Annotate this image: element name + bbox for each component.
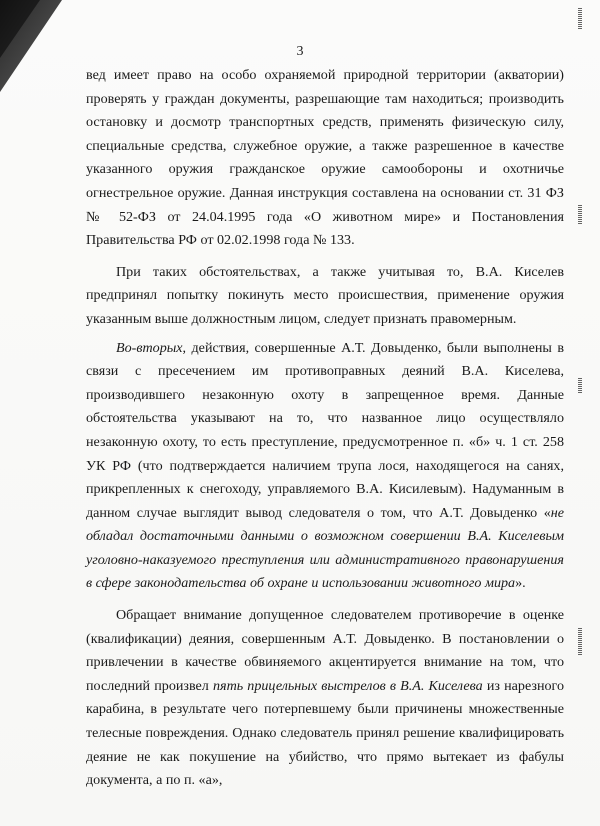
scan-edge-mark <box>578 8 582 30</box>
page-number: 3 <box>296 44 304 59</box>
paragraph-3-body: , действия, совершенные А.Т. Довыденко, были выполнены в связи с пресечением им противоправных деяний В.А. Киселева, производившего незаконную охоту в запрещенное время. Данные обстоятельства указывают на то, что названное лицо осуществляло незаконную охоту, то есть преступление, предусмотренное п. «б» ч. 1 ст. 258 УК РФ (что подтверждается наличием трупа лося, находящегося на санях, прикрепленных к снегоходу, управляемого В.А. Кисилевым). Надуманным в данном случае выглядит вывод следователя о том, что А.Т. Довыденко « <box>86 339 564 521</box>
paragraph-3 <box>86 337 564 597</box>
paragraph-3-end: ». <box>515 575 526 592</box>
paragraph-4-body: Обращает внимание допущенное следователем противоречие в оценке (квалификации) деяния, совершенным А.Т. Довыденко. В постановлении о привлечении в качестве обвиняемого акцентируется внимание на том, что последний произвел <box>86 607 564 694</box>
paragraph-2: При таких обстоятельствах, а также учитывая то, В.А. Киселев предпринял попытку покинуть место происшествия, применение оружия указанным выше должностным лицом, следует признать правомерным. <box>86 263 564 327</box>
paragraph-4-emphasis: пять прицельных выстрелов в В.А. Киселева <box>212 677 483 694</box>
paragraph-3-lead: Во-вторых <box>116 339 183 356</box>
scan-edge-mark <box>578 378 582 394</box>
scan-edge-mark <box>578 205 582 225</box>
paragraph-4-end: из нарезного карабина, в результате чего потерпевшему были причинены множественные телесные повреждения. Однако следователь принял решение квалифицировать деяние не как покушение на убийство, что прямо вытекает из фабулы документа, а по п. «а», <box>86 677 565 789</box>
paragraph-4 <box>86 604 564 793</box>
scan-edge-mark <box>578 628 582 656</box>
document-body <box>86 64 564 793</box>
paragraph-1: вед имеет право на особо охраняемой природной территории (акватории) проверять у граждан документы, разрешающие там находиться; производить остановку и досмотр транспортных средств, применять физическую силу, специальные средства, служебное оружие, а также разрешенное в качестве указанного оружия гражданское оружие самообороны и охотничье огнестрельное оружие. Данная инструкция составлена на основании ст. 31 ФЗ № 52-ФЗ от 24.04.1995 года «О животном мире» и Постановления Правительства РФ от 02.02.1998 года № 133. <box>86 67 564 249</box>
paragraph-3-quote: не обладал достаточными данными о возможном совершении В.А. Киселевым уголовно-наказуемого преступления или административного правонарушения в сфере законодательства об охране и использовании животного мира <box>86 504 564 592</box>
